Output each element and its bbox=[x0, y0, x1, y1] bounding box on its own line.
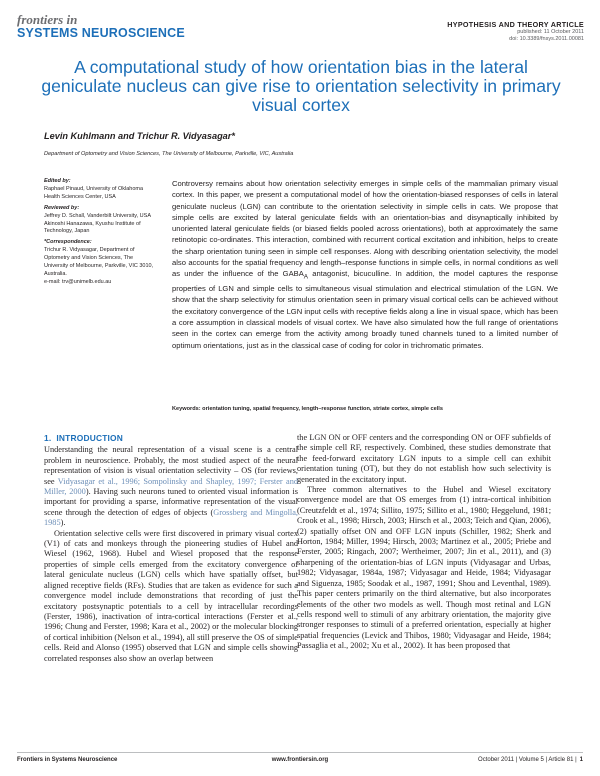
article-type: HYPOTHESIS AND THEORY ARTICLE bbox=[447, 20, 584, 29]
paragraph: Three common alternatives to the Hubel and Wiesel excitatory convergence model are that OS emerges from (1) intra-cortical inhibition (Creutzfeldt et al., 1974; Sillito, 1975; Sillito et al., 1980; Heggelund, 1981; Crook et al., 1998; Hirsch, 2003; Hirsch et al., 2003; Teich and Qian, 2006), (2) spatially offset ON and OFF LGN inputs (Schiller, 1982; Sherk and Horton, 1984; Miller, 1994; Hirsch, 2003; Martinez et al., 2005; Priebe and Ferster, 2005; Ringach, 2007; Wertheimer, 2007; Jin et al., 2011), and (3) sharpening of the orientation-bias of LGN inputs (Vidyasagar and Urbas, 1982; Vidyasagar, 1984a, 1987; Vidyasagar and Heide, 1984; Vidyasagar and Siguenza, 1985; Soodak et al., 1987, 1991; Shou and Leventhal, 1989). This paper centers primarily on the third alternative, but also incorporates elements of the other two models as well. Though most retinal and LGN cells respond well to stimuli of any arbitrary orientation, the majority give stronger responses to stimuli of a preferred orientation, especially at higher spatial frequencies (Levick and Thibos, 1980; Vidyasagar and Heide, 1984; Passaglia et al., 2002; Xu et al., 2002). It has been proposed that bbox=[297, 485, 551, 651]
footer-journal: Frontiers in Systems Neuroscience bbox=[17, 757, 118, 763]
section-title: INTRODUCTION bbox=[56, 433, 123, 443]
section-number: 1. bbox=[44, 433, 52, 443]
published-date: published: 11 October 2011 bbox=[517, 29, 584, 35]
article-title: A computational study of how orientation bias in the lateral geniculate nucleus can give rise to orientation selectivity in primary visual cortex bbox=[41, 57, 561, 115]
reviewer: Akinoshi Hanazawa, Kyushu Institute of Technology, Japan bbox=[44, 220, 141, 235]
keywords-label: Keywords: bbox=[172, 406, 201, 412]
paragraph-text: ). bbox=[60, 518, 66, 528]
email[interactable]: e-mail: trv@unimelb.edu.au bbox=[44, 278, 112, 285]
abstract bbox=[172, 178, 558, 351]
journal-logo-line1: frontiers in bbox=[17, 12, 78, 27]
abstract-text: Controversy remains about how orientation selectivity emerges in simple cells of the mammalian primary visual cortex. In this paper, we present a computational model of how the orientation-biased responses of cells in lateral geniculate nucleus (LGN) can contribute to the orientation selectivity in simple cells in cats. We propose that simple cells are excited by lateral geniculate fields with an orientation-bias and disynaptically inhibited by unoriented lateral geniculate fields (or biased fields pooled across orientations), both at approximately the same retinotopic co-ordinates. This interaction, combined with recurrent cortical excitation and inhibition, helps to create the sharp orientation tuning seen in simple cell responses. Along with describing orientation selectivity, the model also accounts for the spatial frequency and length–response functions in simple cells, in normal conditions as well as under the influence of the GABA bbox=[172, 179, 558, 279]
editor: Raphael Pinaud, University of Oklahoma Health Sciences Center, USA bbox=[44, 185, 144, 200]
paragraph-text: Understanding the neural representation of a visual scene is a central problem in neuroscience. Probably, the most studied aspect of the neural representation of vision is visual orientation selectivity – OS (for reviews, see bbox=[44, 445, 298, 486]
body-column-left bbox=[44, 433, 298, 664]
paragraph: the LGN ON or OFF centers and the corresponding ON or OFF subfields of the simple cell RF, respectively. Combined, these studies demonstrate that the feed-forward excitatory LGN inputs to a simple cell can exhibit orientation tuning (OT), but they do not establish how such selectivity is generated in the excitatory input. bbox=[297, 433, 551, 484]
footer-url[interactable]: www.frontiersin.org bbox=[271, 757, 329, 763]
abstract-text: antagonist, bicuculline. In addition, the model captures the response properties of LGN and simple cells to simultaneous visual stimulation and electrical stimulation of the LGN. We show that the sharp selectivity for stimulus orientation seen in primary visual cortical cells can be achieved without the excitatory convergence of the LGN input cells with receptive fields along a line in visual space, which has been a core assumption in classical models of visual cortex. We have also simulated how the full range of orientations seen in the cortex can emerge from the activity among broadly tuned channels tuned to a limited number of optimum orientations, just as in the classical case of coding for color in trichromatic primates. bbox=[172, 269, 558, 350]
affiliation: Department of Optometry and Vision Sciences, The University of Melbourne, Parkville, VIC, Australia bbox=[44, 151, 294, 157]
keywords bbox=[172, 406, 558, 412]
editorial-sidebar bbox=[44, 178, 156, 287]
article-meta bbox=[447, 20, 584, 43]
footer-divider bbox=[17, 752, 583, 753]
edited-by-label: Edited by: bbox=[44, 178, 71, 184]
correspondence-label: *Correspondence: bbox=[44, 239, 92, 246]
footer-issue bbox=[478, 757, 583, 763]
correspondence: Trichur R. Vidyasagar, Department of Optometry and Vision Sciences, The University of Melbourne, Parkville, VIC 3010, Australia. bbox=[44, 247, 154, 277]
reviewer: Jeffrey D. Schall, Vanderbilt University, USA bbox=[44, 212, 151, 219]
journal-logo bbox=[17, 13, 185, 40]
paragraph-text: ). Having such neurons tuned to oriented visual information is important for providing a sparse, informative representation of the visual scene through the detection of edges of objects ( bbox=[44, 487, 298, 517]
page-number: 1 bbox=[579, 757, 583, 763]
footer-issue-text: October 2011 | Volume 5 | Article 81 | bbox=[478, 757, 577, 763]
doi[interactable]: doi: 10.3389/fnsys.2011.00081 bbox=[509, 36, 584, 42]
section-heading bbox=[44, 433, 298, 443]
abstract-subscript: A bbox=[303, 273, 308, 281]
reviewed-by-label: Reviewed by: bbox=[44, 204, 80, 211]
paragraph bbox=[44, 445, 298, 528]
body-column-right bbox=[297, 433, 551, 652]
paragraph: Orientation selective cells were first discovered in primary visual cortex (V1) of cats and monkeys through the pioneering studies of Hubel and Wiesel (1962, 1968). Hubel and Wiesel proposed that the response properties of simple cells emerged from the excitatory convergence of lateral geniculate nucleus (LGN) cells which have spatially offset, but aligned receptive fields (RFs). Studies that are taken as evidence for such a convergence model include demonstrations that recording of just the excitatory postsynaptic potentials to a cell by intracellular recordings (Ferster, 1986), inactivation of intra-cortical interactions (Ferster et al., 1996; Chung and Ferster, 1998; Kara et al., 2002) or the molecular blocking of cortical inhibition (Nelson et al., 1994), all still preserve the OS of simple cells. Reid and Alonso (1995) observed that LGN and simple cells showing correlated responses also show an overlap between bbox=[44, 528, 298, 663]
citation-link[interactable]: Vidyasagar et al., 1996; Sompolinsky and Shapley, 1997; Ferster and Miller, 2000 bbox=[44, 476, 298, 497]
keywords-text: orientation tuning, spatial frequency, length–response function, striate cortex, simple cells bbox=[202, 406, 443, 412]
citation-link[interactable]: Grossberg and Mingolla, 1985 bbox=[44, 507, 298, 528]
authors: Levin Kuhlmann and Trichur R. Vidyasagar* bbox=[44, 131, 235, 141]
journal-logo-line2: SYSTEMS NEUROSCIENCE bbox=[17, 26, 185, 40]
